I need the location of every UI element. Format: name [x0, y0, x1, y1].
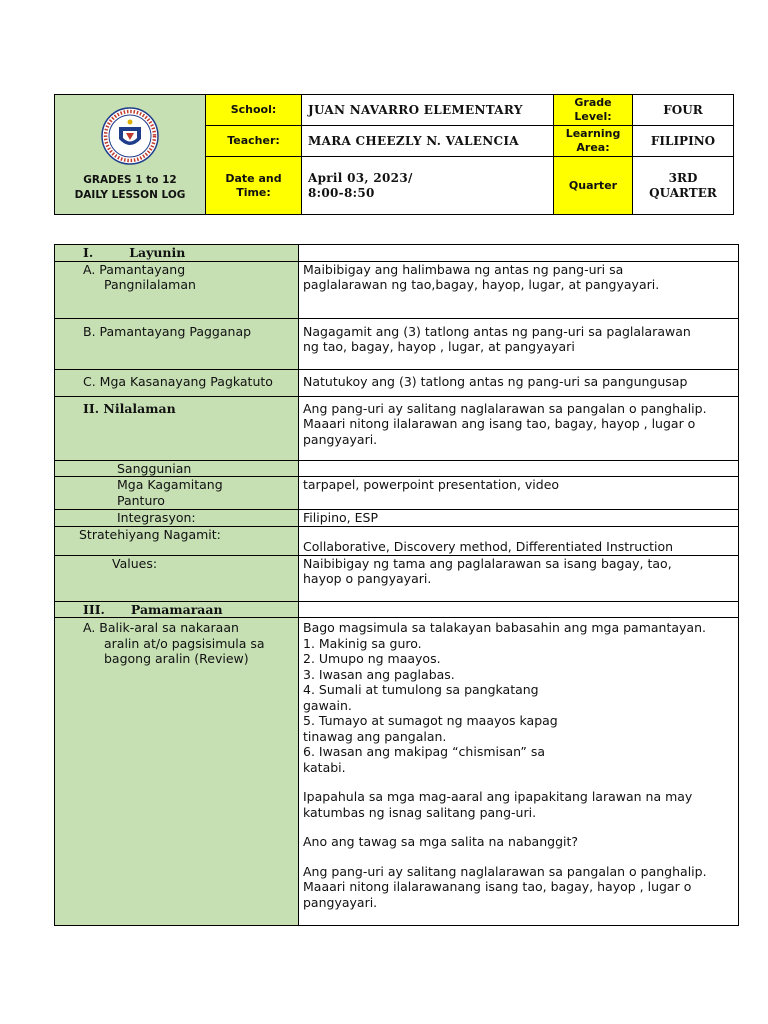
date-label-line1: Date and — [225, 171, 282, 185]
grade-level-value: FOUR — [633, 95, 734, 126]
question-line: Ano ang tawag sa mga salita na nabanggit? — [303, 834, 579, 849]
teacher-label: Teacher: — [206, 126, 302, 157]
lesson-plan-table — [54, 244, 739, 926]
pamantayang-pagganap-text — [299, 318, 739, 369]
pamantayang-pagganap-label — [55, 318, 299, 369]
kasanayang-pagkatuto-text: Natutukoy ang (3) tatlong antas ng pang-uri sa pangungusap — [299, 369, 739, 396]
rule-item: 2. Umupo ng maayos. — [303, 651, 441, 666]
kagamitang-panturo-text: tarpapel, powerpoint presentation, video — [299, 477, 739, 510]
sanggunian-label — [55, 460, 299, 477]
rule-item: 6. Iwasan ang makipag “chismisan” sa — [303, 744, 546, 759]
quarter-line2: QUARTER — [649, 185, 717, 200]
stratehiya-text: Collaborative, Discovery method, Differentiated Instruction — [299, 526, 739, 555]
table-row — [55, 460, 739, 477]
stratehiya-label — [55, 526, 299, 555]
section-pamamaraan-heading — [55, 601, 299, 618]
table-row — [55, 396, 739, 460]
grade-level-label — [554, 95, 633, 126]
lesson-log-header — [54, 94, 734, 215]
area-label-line2: Area: — [576, 141, 610, 154]
values-text — [299, 555, 739, 601]
label-line: Mga Kagamitang — [117, 477, 223, 492]
logo-title-cell — [55, 95, 206, 215]
integrasyon-text: Filipino, ESP — [299, 510, 739, 527]
rule-item: 4. Sumali at tumulong sa pangkatang — [303, 682, 539, 697]
log-title-line1: GRADES 1 to 12 — [83, 173, 177, 186]
kasanayang-pagkatuto-label — [55, 369, 299, 396]
text-line: pangyayari. — [303, 894, 378, 910]
learning-area-label — [554, 126, 633, 157]
rule-item: tinawag ang pangalan. — [303, 728, 447, 744]
table-row — [55, 318, 739, 369]
review-text — [299, 618, 739, 926]
text-line: hayop o pangyayari. — [303, 571, 432, 586]
section-layunin-heading — [55, 245, 299, 262]
time-value: 8:00-8:50 — [308, 185, 375, 200]
log-title-line2: DAILY LESSON LOG — [74, 188, 186, 201]
label-line: Stratehiyang Nagamit: — [79, 526, 221, 542]
section-title: Pamamaraan — [130, 601, 223, 617]
label-line: C. Mga Kasanayang Pagkatuto — [83, 373, 273, 389]
date-time-value — [302, 157, 554, 215]
rule-item: 5. Tumayo at sumagot ng maayos kapag — [303, 713, 558, 728]
pamantayang-pangnilalaman-text — [299, 261, 739, 318]
text-line: Ang pang-uri ay salitang naglalarawan sa pangalan o panghalip. — [303, 400, 707, 416]
teacher-value: MARA CHEEZLY N. VALENCIA — [302, 126, 554, 157]
quarter-label: Quarter — [554, 157, 633, 215]
section-number: III. — [83, 601, 105, 617]
text-line: katumbas ng isnag salitang pang-uri. — [303, 804, 537, 820]
integrasyon-label — [55, 510, 299, 527]
text-line: Nagagamit ang (3) tatlong antas ng pang-uri sa paglalarawan — [303, 323, 691, 339]
grade-label-line1: Grade — [574, 96, 612, 109]
table-row — [55, 369, 739, 396]
label-line: Panturo — [117, 492, 165, 508]
area-label-line1: Learning — [565, 127, 621, 140]
pamantayang-pangnilalaman-label — [55, 261, 299, 318]
review-label — [55, 618, 299, 926]
rule-item: gawain. — [303, 697, 352, 713]
label-line: Integrasyon: — [117, 510, 196, 525]
rule-item: 1. Makinig sa guro. — [303, 635, 422, 651]
table-row — [55, 555, 739, 601]
section-number: I. — [83, 245, 94, 260]
label-line: A. Balik-aral sa nakaraan — [83, 620, 239, 635]
section-nilalaman-heading — [55, 396, 299, 460]
empty-cell — [299, 601, 739, 618]
quarter-value — [633, 157, 734, 215]
school-label: School: — [206, 95, 302, 126]
deped-seal-icon — [101, 107, 159, 165]
rule-item: katabi. — [303, 759, 346, 775]
nilalaman-text — [299, 396, 739, 460]
text-line: ng tao, bagay, hayop , lugar, at pangyayari — [303, 339, 575, 354]
text-line: pangyayari. — [303, 431, 378, 447]
text-line: Naibibigay ng tama ang paglalarawan sa isang bagay, tao, — [303, 555, 672, 571]
school-value: JUAN NAVARRO ELEMENTARY — [302, 95, 554, 126]
text-line: Ipapahula sa mga mag-aaral ang ipapakitang larawan na may — [303, 789, 693, 804]
date-value: April 03, 2023/ — [308, 170, 413, 185]
empty-cell — [299, 245, 739, 262]
rule-item: 3. Iwasan ang paglabas. — [303, 666, 455, 682]
empty-cell — [299, 460, 739, 477]
text-line: Ang pang-uri ay salitang naglalarawan sa pangalan o panghalip. — [303, 863, 707, 879]
text-line: Maaari nitong ilalarawanang isang tao, bagay, hayop , lugar o — [303, 879, 692, 894]
label-line: Pangnilalaman — [104, 277, 196, 292]
table-row — [55, 618, 739, 926]
table-row — [55, 245, 739, 262]
date-label-line2: Time: — [236, 185, 271, 199]
quarter-line1: 3RD — [668, 170, 698, 185]
section-title: Layunin — [129, 245, 186, 260]
label-line: Sanggunian — [117, 460, 192, 476]
values-label — [55, 555, 299, 601]
table-row — [55, 526, 739, 555]
table-row — [55, 601, 739, 618]
table-row — [55, 477, 739, 510]
date-time-label — [206, 157, 302, 215]
label-line: bagong aralin (Review) — [104, 651, 249, 666]
label-line: Values: — [112, 555, 158, 571]
kagamitang-panturo-label — [55, 477, 299, 510]
table-row — [55, 510, 739, 527]
label-line: B. Pamantayang Pagganap — [83, 323, 252, 339]
text-line: Maibibigay ang halimbawa ng antas ng pang-uri sa — [303, 261, 624, 277]
table-row — [55, 261, 739, 318]
text-line: Bago magsimula sa talakayan babasahin ang mga pamantayan. — [303, 620, 706, 635]
text-line: paglalarawan ng tao,bagay, hayop, lugar, at pangyayari. — [303, 277, 660, 292]
section-title: II. Nilalaman — [83, 400, 176, 416]
label-line: A. Pamantayang — [83, 261, 186, 277]
grade-label-line2: Level: — [574, 110, 612, 123]
learning-area-value: FILIPINO — [633, 126, 734, 157]
text-line: Maaari nitong ilalarawan ang isang tao, bagay, hayop , lugar o — [303, 416, 696, 431]
label-line: aralin at/o pagsisimula sa — [104, 635, 265, 651]
